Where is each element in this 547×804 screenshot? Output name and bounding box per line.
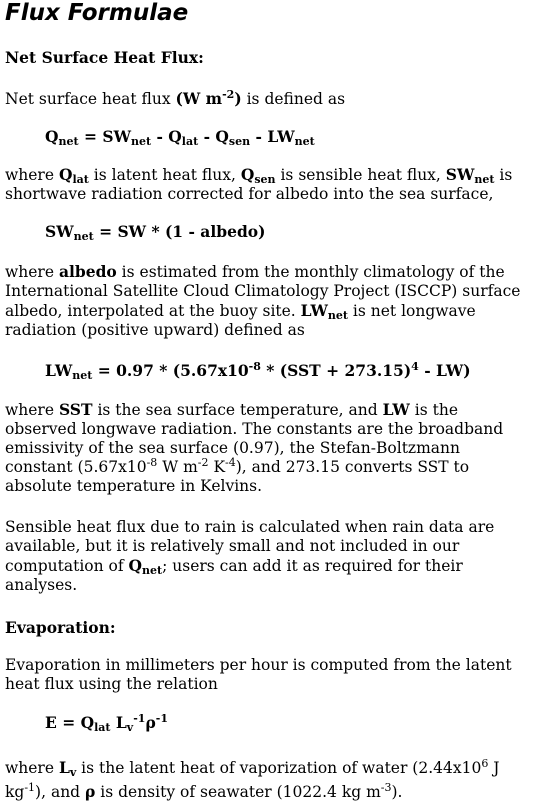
eq1-rest4: - LW bbox=[250, 127, 295, 146]
net-heat-flux-intro bbox=[5, 89, 545, 109]
equation-qnet bbox=[45, 127, 315, 146]
p4-b: is the sea surface temperature, and bbox=[92, 401, 383, 419]
p4-exp2: -2 bbox=[197, 456, 209, 469]
p4-line5: absolute temperature in Kelvins. bbox=[5, 477, 263, 495]
eq4-a: E = Q bbox=[45, 713, 95, 732]
lv-line2a: kg bbox=[5, 783, 25, 801]
eq4-b-sup: -1 bbox=[133, 712, 146, 725]
rho-symbol: ρ bbox=[85, 782, 96, 801]
paragraph-latent-heat bbox=[5, 756, 545, 804]
evap-line2: heat flux using the relation bbox=[5, 675, 218, 693]
eq2-sw-sub: net bbox=[73, 230, 94, 243]
eq1-sen-sub: sen bbox=[228, 135, 251, 148]
eq1-sw-sub: net bbox=[130, 135, 152, 148]
intro-text-b: is defined as bbox=[241, 90, 346, 108]
equation-swnet bbox=[45, 222, 265, 241]
intro-unit-b: ) bbox=[234, 89, 242, 108]
p4-line3: emissivity of the sea surface (0.97), the Stefan-Boltzmann bbox=[5, 439, 460, 457]
p4-c: is the bbox=[409, 401, 458, 419]
lv-a: where bbox=[5, 759, 59, 777]
p2-sw-sub: net bbox=[474, 173, 495, 186]
p2-q2: Q bbox=[240, 165, 255, 184]
p4-sst: SST bbox=[58, 400, 93, 419]
lv-line2c: is density of seawater (1022.4 kg m bbox=[95, 783, 381, 801]
eq3-exp2: 4 bbox=[411, 360, 419, 373]
p2-b: is latent heat flux, bbox=[88, 166, 241, 184]
p2-c: is sensible heat flux, bbox=[275, 166, 446, 184]
p2-a: where bbox=[5, 166, 59, 184]
p3-line4: radiation (positive upward) defined as bbox=[5, 321, 305, 339]
eq4-b: L bbox=[110, 713, 127, 732]
lv-c: J bbox=[488, 759, 500, 777]
intro-text-a: Net surface heat flux bbox=[5, 90, 176, 108]
p4-line2: observed longwave radiation. The constants are the broadband bbox=[5, 420, 504, 438]
eq3-c: - LW) bbox=[418, 361, 471, 380]
p5-line4: analyses. bbox=[5, 576, 78, 594]
eq1-q: Q bbox=[45, 127, 59, 146]
lv-line2-sup2: -3 bbox=[380, 781, 392, 794]
p5-line3a: computation of bbox=[5, 557, 129, 575]
eq2-sw: SW bbox=[45, 222, 74, 241]
section-heading-evaporation: Evaporation: bbox=[5, 618, 116, 637]
p3-line3b: is net longwave bbox=[348, 302, 476, 320]
p2-line2: shortwave radiation corrected for albedo into the sea surface, bbox=[5, 185, 494, 203]
eq1-rest3: - Q bbox=[198, 127, 229, 146]
eq4-c-sup: -1 bbox=[155, 712, 168, 725]
p2-q2-sub: sen bbox=[254, 173, 276, 186]
page-title: Flux Formulae bbox=[5, 0, 189, 26]
p3-b: is estimated from the monthly climatology of the bbox=[116, 263, 505, 281]
eq4-c: ρ bbox=[145, 713, 156, 732]
equation-evaporation bbox=[45, 713, 168, 732]
p5-line2: available, but it is relatively small and not included in our bbox=[5, 537, 460, 555]
paragraph-components bbox=[5, 165, 545, 204]
lv-b: is the latent heat of vaporization of water (2.44x10 bbox=[76, 759, 482, 777]
p4-line4b: W m bbox=[157, 458, 198, 476]
p5-q: Q bbox=[128, 556, 143, 575]
p4-line4c: K bbox=[208, 458, 226, 476]
section-heading-net-heat-flux: Net Surface Heat Flux: bbox=[5, 48, 204, 67]
p2-q1-sub: lat bbox=[72, 173, 89, 186]
p4-line4a: constant (5.67x10 bbox=[5, 458, 147, 476]
eq1-q-sub: net bbox=[58, 135, 79, 148]
lv-sub: v bbox=[69, 766, 77, 779]
lv-line2b: ), and bbox=[35, 783, 86, 801]
p2-q1: Q bbox=[58, 165, 73, 184]
eq3-b: * (SST + 273.15) bbox=[260, 361, 412, 380]
lv-b-sup: 6 bbox=[481, 757, 489, 770]
evap-line1: Evaporation in millimeters per hour is computed from the latent bbox=[5, 656, 512, 674]
eq3-exp1: -8 bbox=[248, 360, 261, 373]
equation-lwnet bbox=[45, 361, 471, 380]
eq1-lat-sub: lat bbox=[181, 135, 199, 148]
paragraph-albedo bbox=[5, 262, 545, 340]
p3-lw-sub: net bbox=[327, 309, 348, 322]
intro-unit-sup: -2 bbox=[222, 88, 235, 101]
eq1-rest2: - Q bbox=[151, 127, 182, 146]
intro-unit-a: (W m bbox=[175, 89, 223, 108]
p3-line2: International Satellite Cloud Climatology Project (ISCCP) surface bbox=[5, 282, 521, 300]
lv-symbol: L bbox=[58, 758, 70, 777]
p5-q-sub: net bbox=[142, 564, 163, 577]
p3-lw: LW bbox=[300, 301, 328, 320]
lv-line2d: ). bbox=[391, 783, 403, 801]
p5-line3b: ; users can add it as required for their bbox=[162, 557, 463, 575]
p3-albedo: albedo bbox=[58, 262, 117, 281]
p3-line3a: albedo, interpolated at the buoy site. bbox=[5, 302, 301, 320]
p4-a: where bbox=[5, 401, 59, 419]
p2-sw: SW bbox=[445, 165, 475, 184]
p3-a: where bbox=[5, 263, 59, 281]
paragraph-constants bbox=[5, 400, 545, 496]
eq1-rest1: = SW bbox=[78, 127, 131, 146]
intro-unit bbox=[176, 89, 242, 108]
paragraph-evaporation bbox=[5, 656, 545, 694]
eq3-lw-sub: net bbox=[72, 369, 93, 382]
p5-line1: Sensible heat flux due to rain is calculated when rain data are bbox=[5, 518, 495, 536]
eq3-lw: LW bbox=[45, 361, 73, 380]
eq1-lw-sub: net bbox=[294, 135, 315, 148]
lv-line2-sup1: -1 bbox=[24, 781, 36, 794]
eq2-rest: = SW * (1 - albedo) bbox=[93, 222, 266, 241]
eq3-a: = 0.97 * (5.67x10 bbox=[92, 361, 249, 380]
p4-lw: LW bbox=[382, 400, 410, 419]
eq4-b-sub: v bbox=[126, 721, 134, 734]
paragraph-rain bbox=[5, 518, 545, 595]
eq4-a-sub: lat bbox=[94, 721, 111, 734]
p4-exp1: -8 bbox=[146, 456, 158, 469]
p4-line4d: ), and 273.15 converts SST to bbox=[235, 458, 470, 476]
p4-exp3: -4 bbox=[225, 456, 236, 469]
p2-d: is bbox=[494, 166, 513, 184]
